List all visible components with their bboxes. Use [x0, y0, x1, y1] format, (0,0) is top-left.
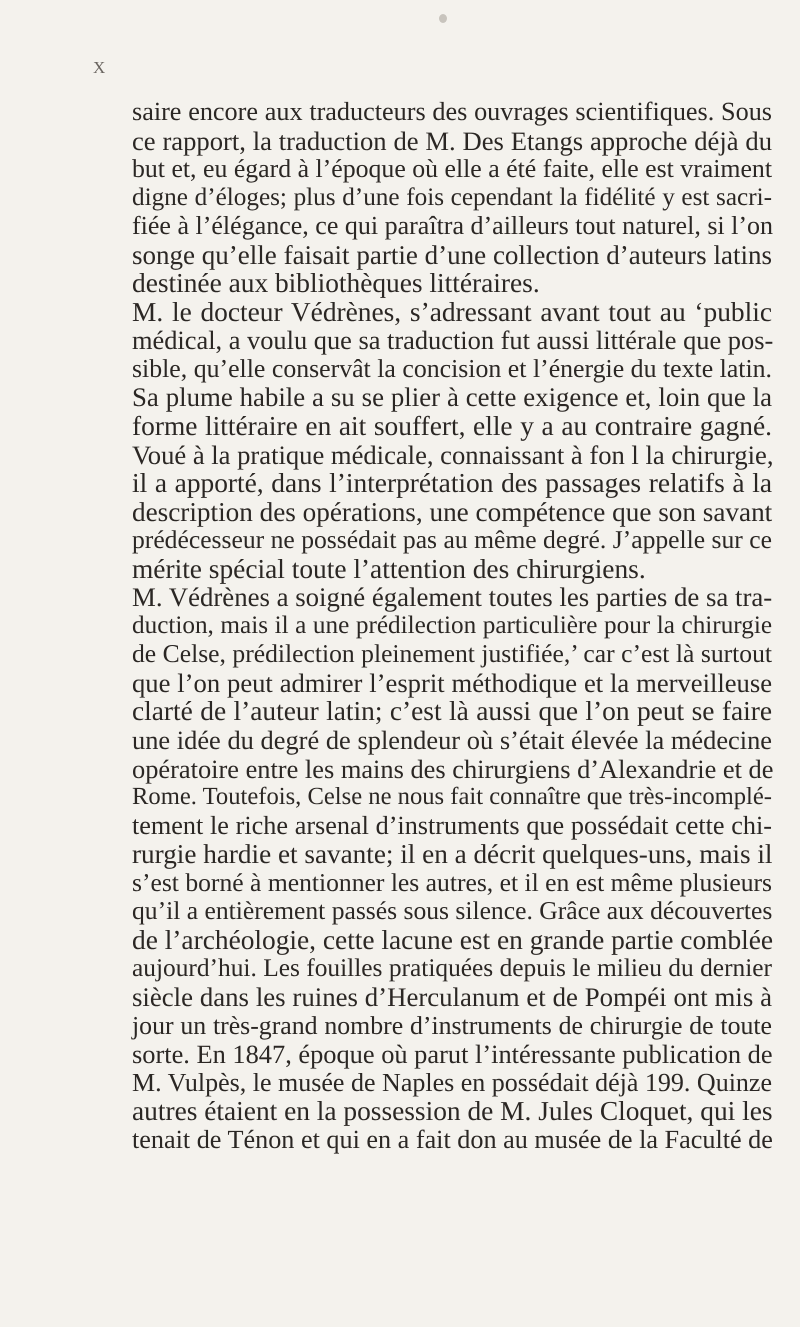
- text-line: description des opérations, une compétence que son savant: [132, 496, 773, 527]
- text-line: Rome. Toutefois, Celse ne nous fait connaître que très-incomplé-: [132, 783, 772, 811]
- text-line: opératoire entre les mains des chirurgiens d’Alexandrie et de: [132, 753, 774, 784]
- page-number: X: [93, 58, 107, 77]
- text-line: digne d’éloges; plus d’une fois cependant la fidélité y est sacri-: [132, 183, 772, 211]
- body-text: [132, 98, 772, 1154]
- text-line: que l’on peut admirer l’esprit méthodique et la merveilleuse: [132, 667, 772, 698]
- text-line: saire encore aux traducteurs des ouvrages scientifiques. Sous: [132, 97, 772, 126]
- text-line: M. Vulpès, le musée de Naples en possédait déjà 199. Quinze: [132, 1067, 772, 1097]
- text-line: M. le docteur Védrènes, s’adressant avant tout au ‘public: [132, 296, 772, 327]
- text-line: songe qu’elle faisait partie d’une collection d’auteurs latins: [132, 239, 772, 270]
- text-line: mérite spécial toute l’attention des chirurgiens.: [132, 553, 646, 584]
- text-line: duction, mais il a une prédilection particulière pour la chirurgie: [132, 611, 772, 639]
- text-line: sorte. En 1847, époque où parut l’intéressante publication de: [132, 1039, 773, 1070]
- text-line: Sa plume habile a su se plier à cette exigence et, loin que la: [132, 382, 772, 413]
- text-line: but et, eu égard à l’époque où elle a été faite, elle est vraiment: [132, 154, 772, 184]
- ink-spot: [439, 14, 447, 23]
- text-line: forme littéraire en ait souffert, elle y a au contraire gagné.: [132, 411, 772, 442]
- text-line: ce rapport, la traduction de M. Des Etangs approche déjà du: [132, 125, 772, 156]
- text-line: sible, qu’elle conservât la concision et l’énergie du texte latin.: [132, 353, 772, 383]
- text-line: fiée à l’élégance, ce qui paraîtra d’ailleurs tout naturel, si l’on: [132, 211, 774, 241]
- text-line: une idée du degré de splendeur où s’était élevée la médecine: [132, 725, 772, 756]
- text-line: siècle dans les ruines d’Herculanum et de Pompéi ont mis à: [132, 981, 772, 1012]
- text-line: s’est borné à mentionner les autres, et il en est même plusieurs: [132, 867, 772, 897]
- text-line: tement le riche arsenal d’instruments que possédait cette chi-: [132, 810, 772, 840]
- text-line: il a apporté, dans l’interprétation des passages relatifs à la: [132, 468, 772, 499]
- text-line: médical, a voulu que sa traduction fut aussi littérale que pos-: [132, 325, 774, 356]
- text-line: Voué à la pratique médicale, connaissant à fon l la chirurgie,: [132, 439, 774, 470]
- text-line: M. Védrènes a soigné également toutes les parties de sa tra-: [132, 582, 773, 613]
- text-line: jour un très-grand nombre d’instruments de chirurgie de toute: [132, 1010, 772, 1040]
- text-line: aujourd’hui. Les fouilles pratiquées depuis le milieu du dernier: [132, 954, 772, 983]
- text-line: clarté de l’auteur latin; c’est là aussi que l’on peut se faire: [132, 696, 772, 727]
- text-line: de Celse, prédilection pleinement justifiée,’ car c’est là surtout: [132, 639, 772, 669]
- text-line: de l’archéologie, cette lacune est en grande partie comblée: [132, 924, 774, 955]
- text-line: qu’il a entièrement passés sous silence. Grâce aux découvertes: [132, 896, 773, 926]
- text-line: autres étaient en la possession de M. Jules Cloquet, qui les: [132, 1096, 773, 1127]
- text-line: destinée aux bibliothèques littéraires.: [132, 268, 540, 299]
- text-line: rurgie hardie et savante; il en a décrit quelques-uns, mais il: [132, 839, 773, 870]
- text-line: tenait de Ténon et qui en a fait don au musée de la Faculté de: [132, 1124, 773, 1154]
- text-line: prédécesseur ne possédait pas au même degré. J’appelle sur ce: [132, 525, 772, 555]
